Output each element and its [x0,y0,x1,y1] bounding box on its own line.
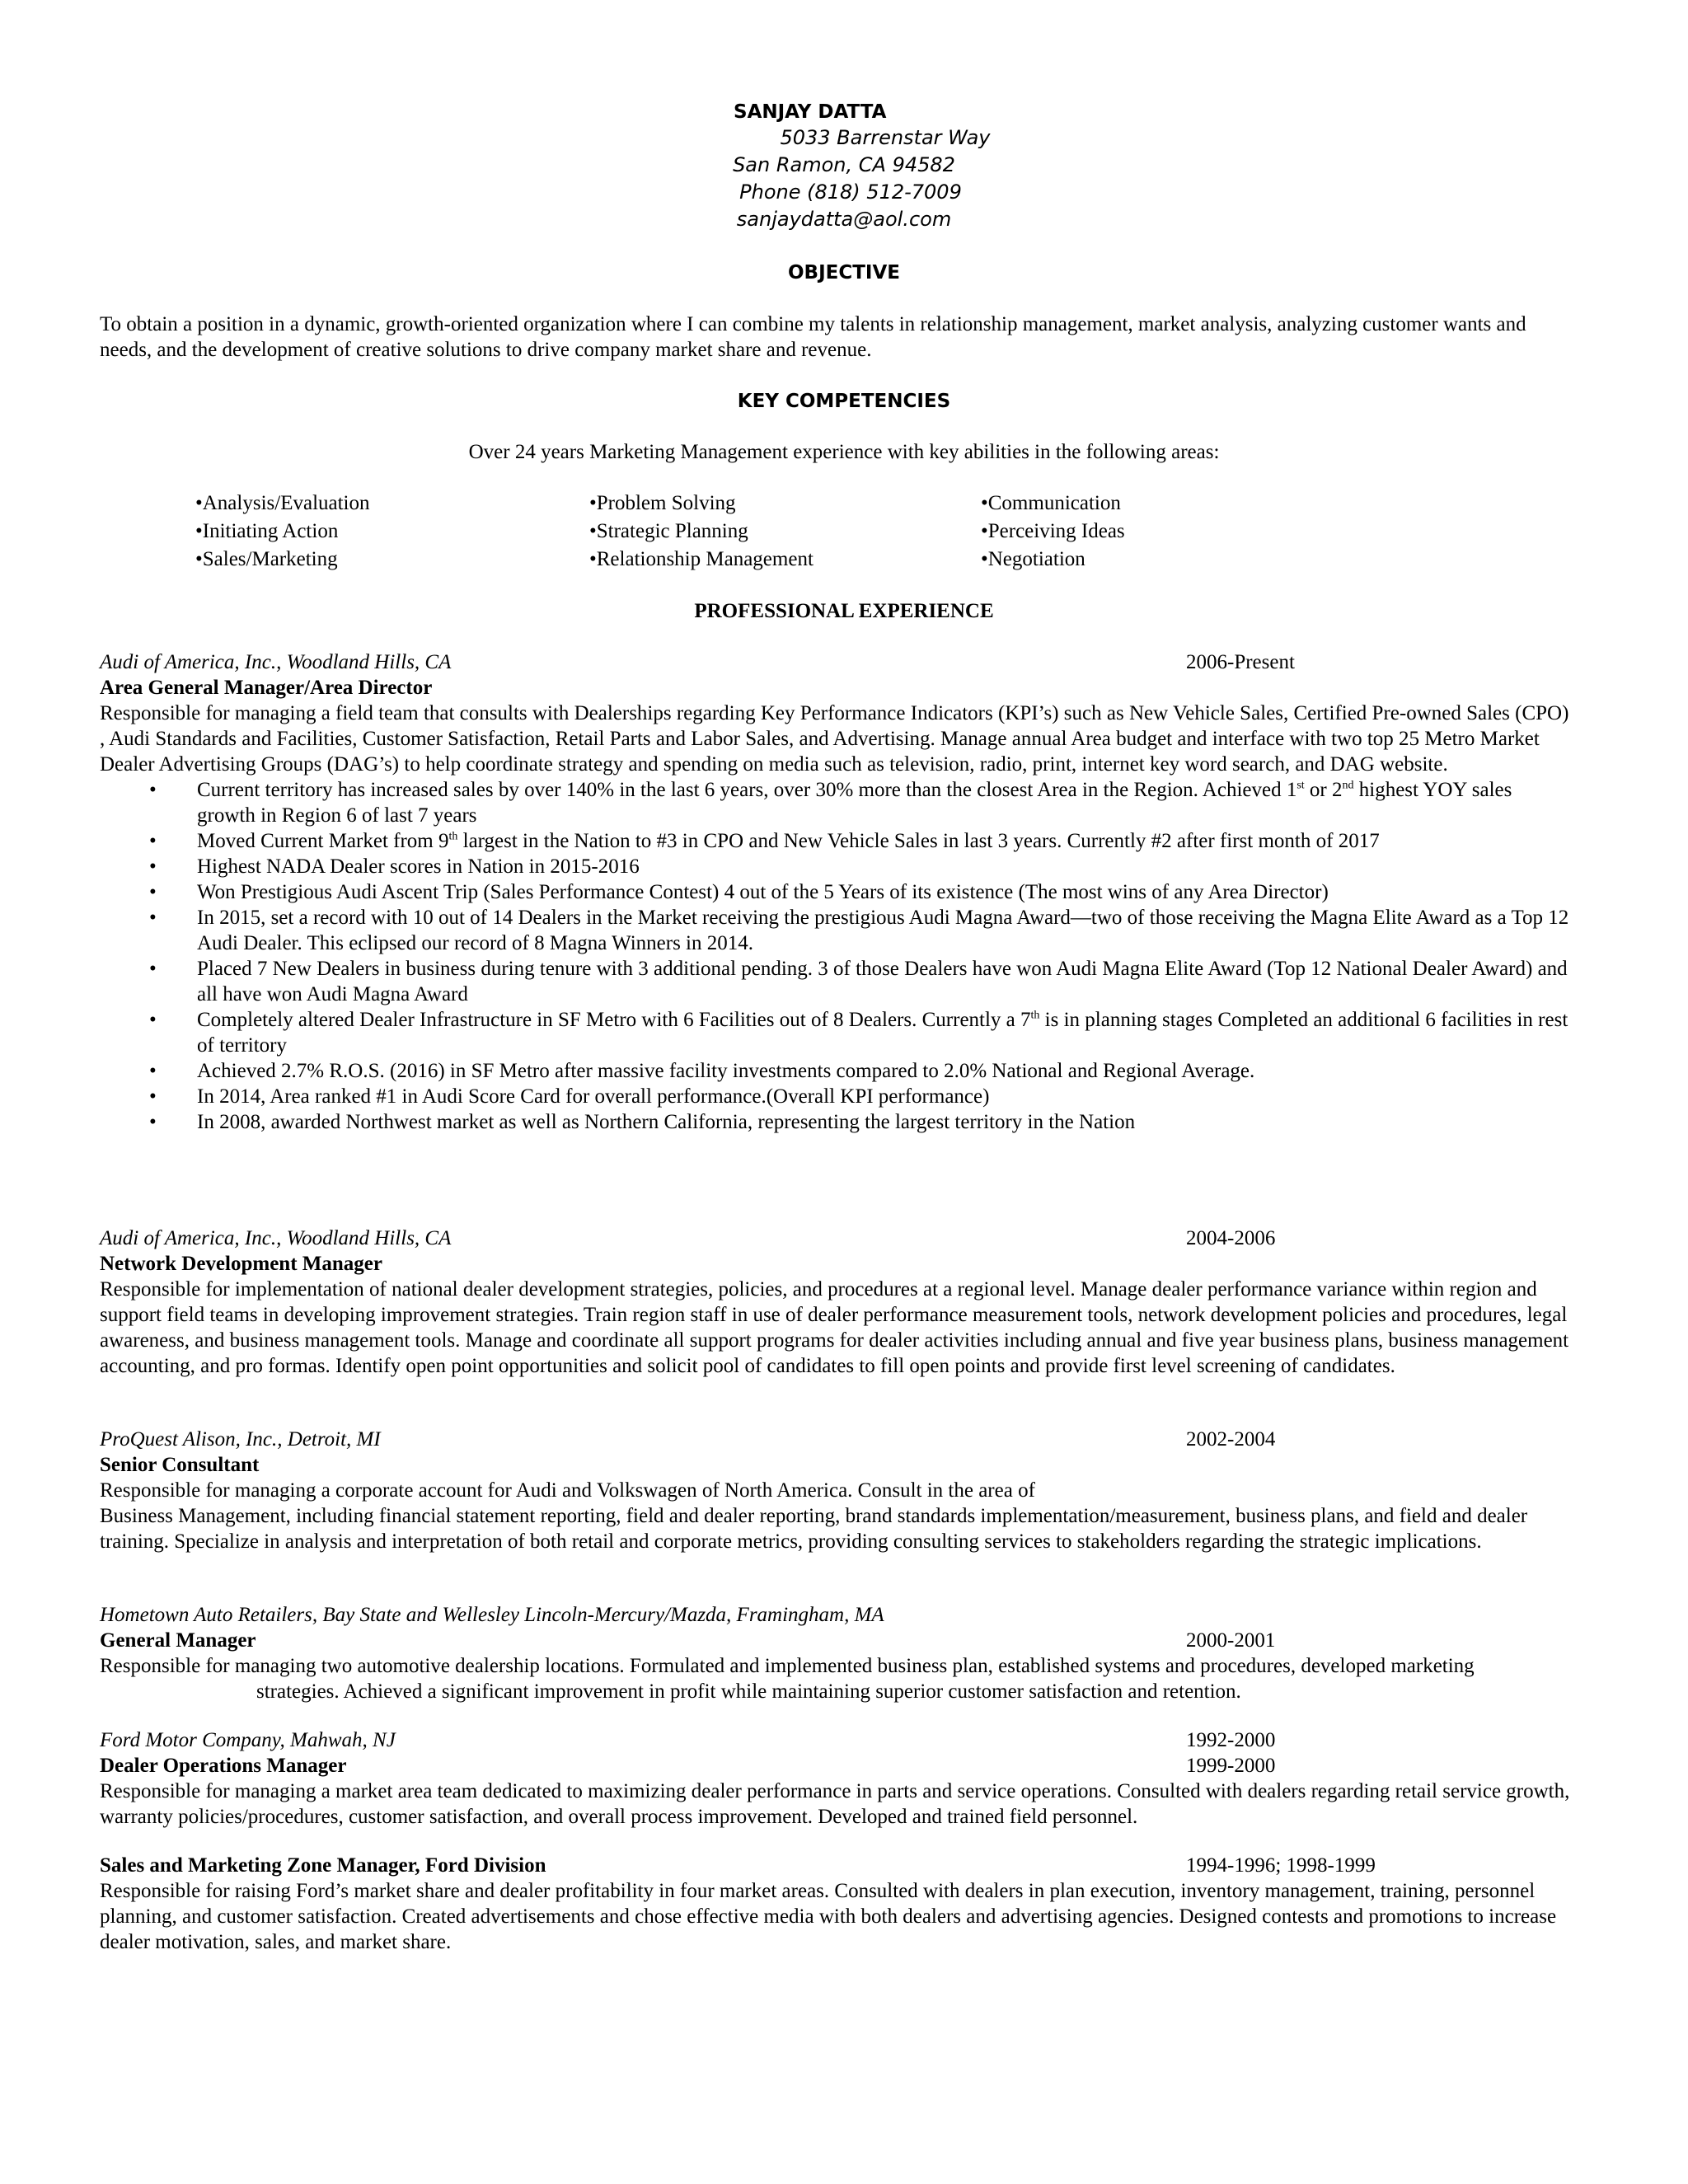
job-title: Sales and Marketing Zone Manager, Ford Division [100,1854,546,1877]
competency-column-3 [981,490,1125,574]
list-item: • Placed 7 New Dealers in business during tenure with 3 additional pending. 3 of those Dealers have won Audi Magna Elite Award (Top 12 National Dealer Award) and all have won Audi Magna Award [100,956,1575,1007]
list-item: • Completely altered Dealer Infrastructure in SF Metro with 6 Facilities out of 8 Dealers. Currently a 7th is in planning stages Completed an additional 6 facilities in rest of territory [100,1007,1575,1058]
competency-item: •Problem Solving [589,492,736,514]
experience-heading: PROFESSIONAL EXPERIENCE [694,600,994,622]
competency-item: •Analysis/Evaluation [195,492,370,514]
competencies-intro: Over 24 years Marketing Management experience with key abilities in the following areas: [468,441,1220,463]
job-dates: 1994-1996; 1998-1999 [1186,1854,1376,1877]
job-description: Business Management, including financial statement reporting, field and dealer reporting, brand standards implementation/measurement, business plans, and field and dealer training. Specialize in analysis and interpretation of both retail and corporate metrics, providing consulting services to stakeholders regarding the strategic implications. [100,1505,1528,1553]
job-audi-area-gm [100,649,1575,1135]
job-company: Audi of America, Inc., Woodland Hills, CA [100,1227,452,1249]
competency-item: •Relationship Management [589,548,814,570]
competency-item: •Negotiation [981,548,1085,570]
competency-column-2 [589,490,814,574]
competency-column-1 [195,490,370,574]
list-item: • Highest NADA Dealer scores in Nation in 2015-2016 [100,854,1575,879]
job-title: General Manager [100,1629,256,1652]
job-hometown-auto [100,1602,1575,1704]
list-item: • Moved Current Market from 9th largest in the Nation to #3 in CPO and New Vehicle Sales in last 3 years. Currently #2 after first month of 2017 [100,828,1575,854]
competency-item: •Communication [981,492,1121,514]
address-line-1: 5033 Barrenstar Way [780,126,991,149]
list-item: • Won Prestigious Audi Ascent Trip (Sales Performance Contest) 4 out of the 5 Years of its existence (The most wins of any Area Director) [100,879,1575,905]
job-audi-network-dev [100,1226,1575,1379]
competency-item: •Strategic Planning [589,520,748,542]
job-title: Network Development Manager [100,1253,382,1275]
job-company: Hometown Auto Retailers, Bay State and Wellesley Lincoln-Mercury/Mazda, Framingham, MA [100,1604,884,1626]
candidate-name: SANJAY DATTA [734,101,887,123]
job-title: Senior Consultant [100,1454,260,1476]
job-dates: 2000-2001 [1186,1629,1276,1652]
job-title-dates: 1999-2000 [1186,1755,1276,1777]
job-title: Area General Manager/Area Director [100,677,433,699]
job-dates: 2002-2004 [1186,1428,1276,1451]
address-line-2: San Ramon, CA 94582 [733,153,955,176]
competencies-heading: KEY COMPETENCIES [737,391,951,412]
job-description: Responsible for raising Ford’s market share and dealer profitability in four market areas. Consulted with dealers in plan execution, inventory management, training, personnel planning, and customer satisfaction. Created advertisements and chose effective media with both dealers and advertising agencies. Designed contests and promotions to increase dealer motivation, sales, and market share. [100,1880,1557,1953]
list-item: • Current territory has increased sales by over 140% in the last 6 years, over 30% more than the closest Area in the Region. Achieved 1st or 2nd highest YOY sales growth in Region 6 of last 7 years [100,777,1575,828]
objective-heading: OBJECTIVE [788,262,900,284]
list-item: • In 2015, set a record with 10 out of 14 Dealers in the Market receiving the prestigious Audi Magna Award—two of those receiving the Magna Elite Award as a Top 12 Audi Dealer. This eclipsed our record of 8 Magna Winners in 2014. [100,905,1575,956]
job-dates: 2004-2006 [1186,1227,1276,1249]
email: sanjaydatta@aol.com [736,208,952,231]
job-dates: 2006-Present [1186,651,1295,673]
list-item: • Achieved 2.7% R.O.S. (2016) in SF Metro after massive facility investments compared to 2.0% National and Regional Average. [100,1058,1575,1084]
list-item: • In 2008, awarded Northwest market as well as Northern California, representing the largest territory in the Nation [100,1109,1575,1135]
achievement-list [100,777,1575,1135]
competency-item: •Initiating Action [195,520,339,542]
job-description: Responsible for managing a field team that consults with Dealerships regarding Key Performance Indicators (KPI’s) such as New Vehicle Sales, Certified Pre-owned Sales (CPO) , Audi Standards and Facilities, Customer Satisfaction, Retail Parts and Labor Sales, and Advertising. Manage annual Area budget and interface with two top 25 Metro Market Dealer Advertising Groups (DAG’s) to help coordinate strategy and spending on media such as television, radio, print, internet key word search, and DAG website. [100,702,1569,776]
job-ford-zone-manager [100,1853,1575,1955]
job-company: Ford Motor Company, Mahwah, NJ [100,1729,396,1751]
job-company: Audi of America, Inc., Woodland Hills, CA [100,651,452,673]
job-ford-dealer-ops [100,1727,1575,1830]
job-description: Responsible for implementation of national dealer development strategies, policies, and procedures at a regional level. Manage dealer performance variance within region and support field teams in developing improvement strategies. Train region staff in use of dealer performance measurement tools, network development policies and procedures, legal awareness, and business management tools. Manage and coordinate all support programs for dealer activities including annual and five year business plans, business management accounting, and pro formas. Identify open point opportunities and solicit pool of candidates to fill open points and provide first level screening of candidates. [100,1278,1569,1377]
job-dates: 1992-2000 [1186,1729,1276,1751]
competency-item: •Perceiving Ideas [981,520,1125,542]
phone: Phone (818) 512-7009 [739,180,962,204]
job-company: ProQuest Alison, Inc., Detroit, MI [100,1428,381,1451]
job-description: Responsible for managing two automotive dealership locations. Formulated and implemented business plan, established systems and procedures, developed marketing [100,1655,1475,1677]
competency-item: •Sales/Marketing [195,548,338,570]
job-description: strategies. Achieved a significant improvement in profit while maintaining superior customer satisfaction and retention. [256,1680,1241,1703]
list-item: • In 2014, Area ranked #1 in Audi Score Card for overall performance.(Overall KPI performance) [100,1084,1575,1109]
objective-text: To obtain a position in a dynamic, growth-oriented organization where I can combine my talents in relationship management, market analysis, analyzing customer wants and needs, and the development of creative solutions to drive company market share and revenue. [100,313,1526,361]
job-description: Responsible for managing a corporate account for Audi and Volkswagen of North America. Consult in the area of [100,1479,1035,1502]
job-proquest [100,1427,1575,1554]
job-title: Dealer Operations Manager [100,1755,347,1777]
job-description: Responsible for managing a market area team dedicated to maximizing dealer performance in parts and service operations. Consulted with dealers regarding retail service growth, warranty policies/procedures, customer satisfaction, and overall process improvement. Developed and trained field personnel. [100,1780,1570,1828]
